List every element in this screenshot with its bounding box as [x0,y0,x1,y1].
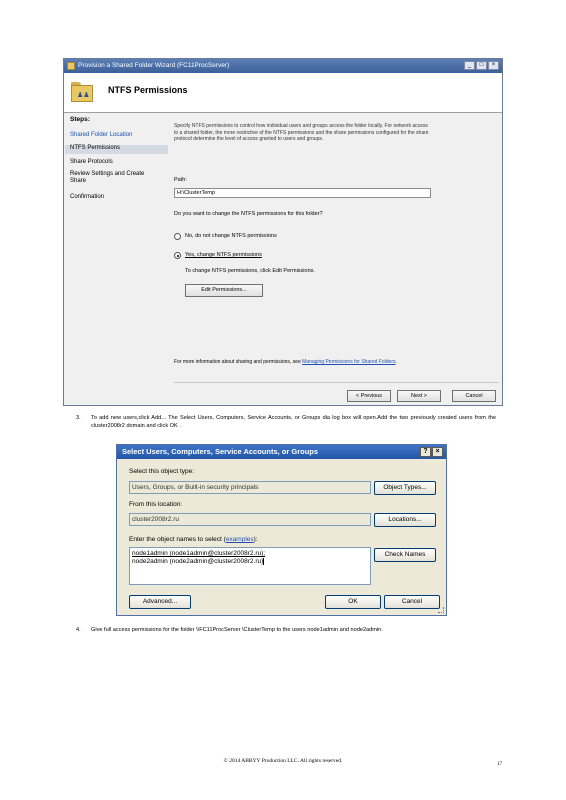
users-icon: ♟♟ [77,92,90,99]
steps-header: Steps: [70,116,90,123]
dialog-title-buttons [420,447,443,457]
provision-shared-folder-wizard [63,58,503,406]
ntfs-description: Specify NTFS permissions to control how individual users and groups access the folder locally. For network access to a shared folder, the more restrictive of the NTFS permissions and the share permissions configured for the share protocol determine the level of access granted to users and groups. [174,123,429,142]
window-controls [464,61,499,70]
help-icon[interactable]: ? [420,447,431,457]
object-names-textarea[interactable] [129,547,371,585]
object-type-label: Select this object type: [129,468,195,475]
examples-link[interactable]: examples [225,536,254,543]
minimize-icon[interactable]: _ [464,61,475,70]
page-title: NTFS Permissions [108,85,188,95]
instruction-step-4 [76,626,496,634]
path-field[interactable]: H:\ClusterTemp [174,188,431,198]
object-name-line: node2admin (node2admin@cluster2008r2.ru) [132,558,264,566]
object-types-button[interactable]: Object Types... [374,481,436,495]
app-icon [67,62,75,70]
edit-permissions-button[interactable]: Edit Permissions... [185,284,263,297]
next-button[interactable]: Next > [397,390,441,402]
location-field: cluster2008r2.ru [129,513,371,526]
radio-yes-change[interactable] [174,252,181,259]
managing-permissions-link[interactable]: Managing Permissions for Shared Folders [302,359,396,365]
step-share-protocols: Share Protocols [70,159,113,165]
shared-folder-icon [71,79,93,105]
step-4-number: 4. [76,627,81,633]
maximize-icon[interactable]: □ [476,61,487,70]
step-4-text: Give full access permissions for the folder \\FC11ProcServer \ClusterTemp to the users node1admin and node2admin. [91,627,383,633]
edit-permissions-hint: To change NTFS permissions, click Edit Permissions. [185,268,315,274]
object-names-label: Enter the object names to select (examples): [129,536,258,543]
close-icon[interactable]: × [488,61,499,70]
check-names-button[interactable]: Check Names [374,548,436,562]
dialog-titlebar [117,445,446,459]
dialog-title: Select Users, Computers, Service Accounts, or Groups [122,447,319,456]
locations-button[interactable]: Locations... [374,513,436,527]
location-label: From this location: [129,501,183,508]
wizard-header [64,73,502,113]
previous-button[interactable]: < Previous [347,390,391,402]
object-type-field: Users, Groups, or Built-in security principals [129,481,371,494]
advanced-button[interactable]: Advanced... [129,595,191,609]
radio-no-change-label[interactable]: No, do not change NTFS permissions [185,233,277,239]
ok-button[interactable]: OK [325,595,381,609]
step-review-settings: Review Settings and Create Share [70,171,145,184]
instruction-step-3 [76,414,496,430]
dialog-close-icon[interactable]: × [432,447,443,457]
step-shared-folder-location[interactable]: Shared Folder Location [70,132,133,138]
wizard-titlebar [64,59,502,73]
change-permissions-question: Do you want to change the NTFS permissions for this folder? [174,211,323,217]
page-number: 17 [497,762,502,767]
dialog-cancel-button[interactable]: Cancel [384,595,440,609]
radio-no-change[interactable] [174,233,181,240]
more-info-text: For more information about sharing and permissions, see Managing Permissions for Shared Folders. [174,359,397,365]
step-ntfs-permissions[interactable]: NTFS Permissions [65,145,168,154]
wizard-window-title: Provision a Shared Folder Wizard (FC11ProcServer) [78,62,230,69]
steps-pane [64,114,169,406]
wizard-cancel-button[interactable]: Cancel [452,390,496,402]
copyright-footer: © 2014 ABBYY Production LLC. All rights reserved. [223,758,343,764]
wizard-content [169,114,503,406]
step-confirmation: Confirmation [70,194,105,200]
path-label: Path: [174,177,187,183]
select-users-dialog [116,444,447,616]
object-name-line: node1admin (node1admin@cluster2008r2.ru); [132,550,266,557]
resize-grip-icon[interactable] [438,607,444,613]
step-3-text: To add new users,click Add... The Select Users, Computers, Service Accounts, or Groups dia log box will open.Add the two previously created users from the cluster2008r2 domain and click OK . [91,415,496,429]
button-separator [174,382,499,383]
text-cursor [263,558,264,565]
radio-yes-change-label[interactable]: Yes, change NTFS permissions [185,252,262,258]
step-3-number: 3. [76,415,81,421]
